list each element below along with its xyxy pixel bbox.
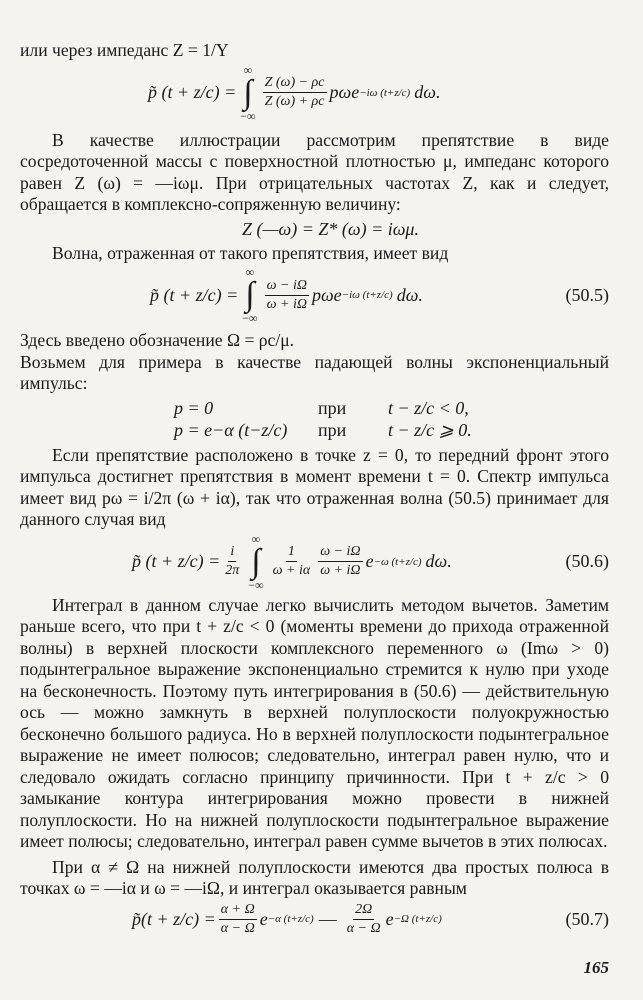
- case-range: t − z/c < 0,: [388, 397, 469, 418]
- eq4-tail: dω.: [425, 551, 452, 571]
- pulse-definition-cases: [174, 397, 609, 441]
- equation-impedance-integral: [148, 64, 609, 122]
- eq1-rhs: pωe: [329, 82, 360, 102]
- case-expr: p = e−α (t−z/c): [174, 419, 288, 440]
- page-number: 165: [583, 958, 609, 977]
- paragraph-residues: Интеграл в данном случае легко вычислить методом вычетов. Заметим раньше всего, что при t + z/c < 0 (моменты времени до прихода отраженной волны) в верхней плоскости комплексного переменного ω (Imω > 0) подынтегральное выражение экспоненциально стремится к нулю при уходе на бесконечность. Поэтому путь интегрирования в (50.6) — действительную ось — можно замкнуть в верхней полуплоскости полуокружностью бесконечно большого радиуса. Но в верхней полуплоскости подынтегральное выражение не имеет полюсов; следовательно, интеграл равен нулю, что и следовало ожидать согласно принципу причинности. При t + z/c > 0 замыкание контура интегрирования можно провести в нижней полуплоскости. Но на нижней полуплоскости подынтегральное выражение имеет полюсы; следовательно, интеграл равен сумме вычетов в этих полюсах.: [20, 594, 609, 851]
- equation-number: (50.7): [565, 908, 609, 929]
- paragraph-notation: Здесь введено обозначение Ω = ρc/μ.: [20, 330, 295, 350]
- eq3-tail: dω.: [396, 284, 423, 305]
- eq3-rhs: pωe: [311, 284, 342, 305]
- eq5-lhs: p̃(t + z/c) =: [132, 908, 216, 929]
- integral-sign: ∞ ∫ −∞: [240, 62, 256, 123]
- paragraph-example-pulse: Возьмем для примера в качестве падающей волны экспоненциальный импульс:: [20, 351, 609, 393]
- paragraph-obstacle: Если препятствие расположено в точке z = 0, то передний фронт этого импульса достигнет препятствия в момент времени t = 0. Спектр импульса имеет вид pω = i/2π (ω + iα), так что отраженная волна (50.5) принимает для данного случая вид: [20, 444, 609, 529]
- case-expr: p = 0: [174, 397, 214, 418]
- case-range: t − z/c ⩾ 0.: [388, 419, 472, 440]
- equation-conjugate: [242, 219, 609, 240]
- eq4-rhs: e: [365, 551, 374, 571]
- intro-line: или через импеданс Z = 1/Y: [20, 40, 229, 60]
- paragraph-poles: При α ≠ Ω на нижней полуплоскости имеются два простых полюса в точках ω = —iα и ω = —iΩ, и интеграл оказывается равным: [20, 856, 609, 898]
- eq3-lhs: p̃ (t + z/c) =: [150, 284, 239, 305]
- eq3-fraction: $\frac{\omega - i\Omega}{\omega + i\Omega}$: [266, 277, 307, 312]
- paragraph-illustration: В качестве иллюстрации рассмотрим препятствие в виде сосредоточенной массы с поверхностной плотностью μ, импеданс которого равен Z (ω) = —iωμ. При отрицательных частотах Z, как и следует, обращается в комплексно-сопряженную величину:: [20, 129, 609, 214]
- equation-number: (50.6): [565, 551, 609, 571]
- integral-sign: ∞ ∫ −∞: [242, 265, 258, 325]
- eq4-lhs: p̃ (t + z/c) =: [132, 551, 221, 571]
- case-cond: при: [318, 419, 347, 440]
- equation-50-7: [132, 902, 609, 937]
- eq4-fraction-2: $\frac{\omega - i\Omega}{\omega + i\Omega}$: [320, 544, 361, 578]
- eq1-exponent: −iω (t+z/c): [359, 86, 411, 99]
- eq1-fraction: $\frac{Z (\omega) - \rho c}{Z (\omega) + \rho c}$: [264, 75, 325, 109]
- eq5-exp-base-2: e: [385, 908, 394, 929]
- case-cond: при: [318, 397, 347, 418]
- equation-number: (50.5): [565, 284, 609, 305]
- eq5-exp-base-1: e: [259, 908, 268, 929]
- eq5-minus: —: [318, 908, 337, 929]
- eq4-exponent: −ω (t+z/c): [373, 555, 422, 568]
- equation-50-5: [150, 266, 609, 324]
- eq1-tail: dω.: [414, 82, 441, 102]
- paragraph-reflected-wave: Волна, отраженная от такого препятствия, имеет вид: [52, 242, 449, 263]
- eq5-fraction-1: $\frac{\alpha + \Omega}{\alpha - \Omega}$: [220, 901, 255, 936]
- integral-sign: ∞ ∫ −∞: [248, 531, 264, 592]
- eq3-exponent: −iω (t+z/c): [341, 289, 393, 301]
- equation-50-6: [132, 533, 609, 591]
- eq5-fraction-2: $\frac{2\Omega}{\alpha - \Omega}$: [346, 901, 381, 936]
- eq4-coefficient: $\frac{i}{2\pi}$: [225, 544, 240, 578]
- eq5-exponent-2: −Ω (t+z/c): [393, 913, 442, 925]
- eq1-lhs: p̃ (t + z/c) =: [148, 82, 237, 102]
- eq5-exponent-1: −α (t+z/c): [267, 913, 314, 925]
- eq2-text: Z (—ω) = Z* (ω) = iωμ.: [242, 218, 419, 239]
- eq4-fraction-1: $\frac{1}{\omega + i\alpha}$: [272, 544, 311, 578]
